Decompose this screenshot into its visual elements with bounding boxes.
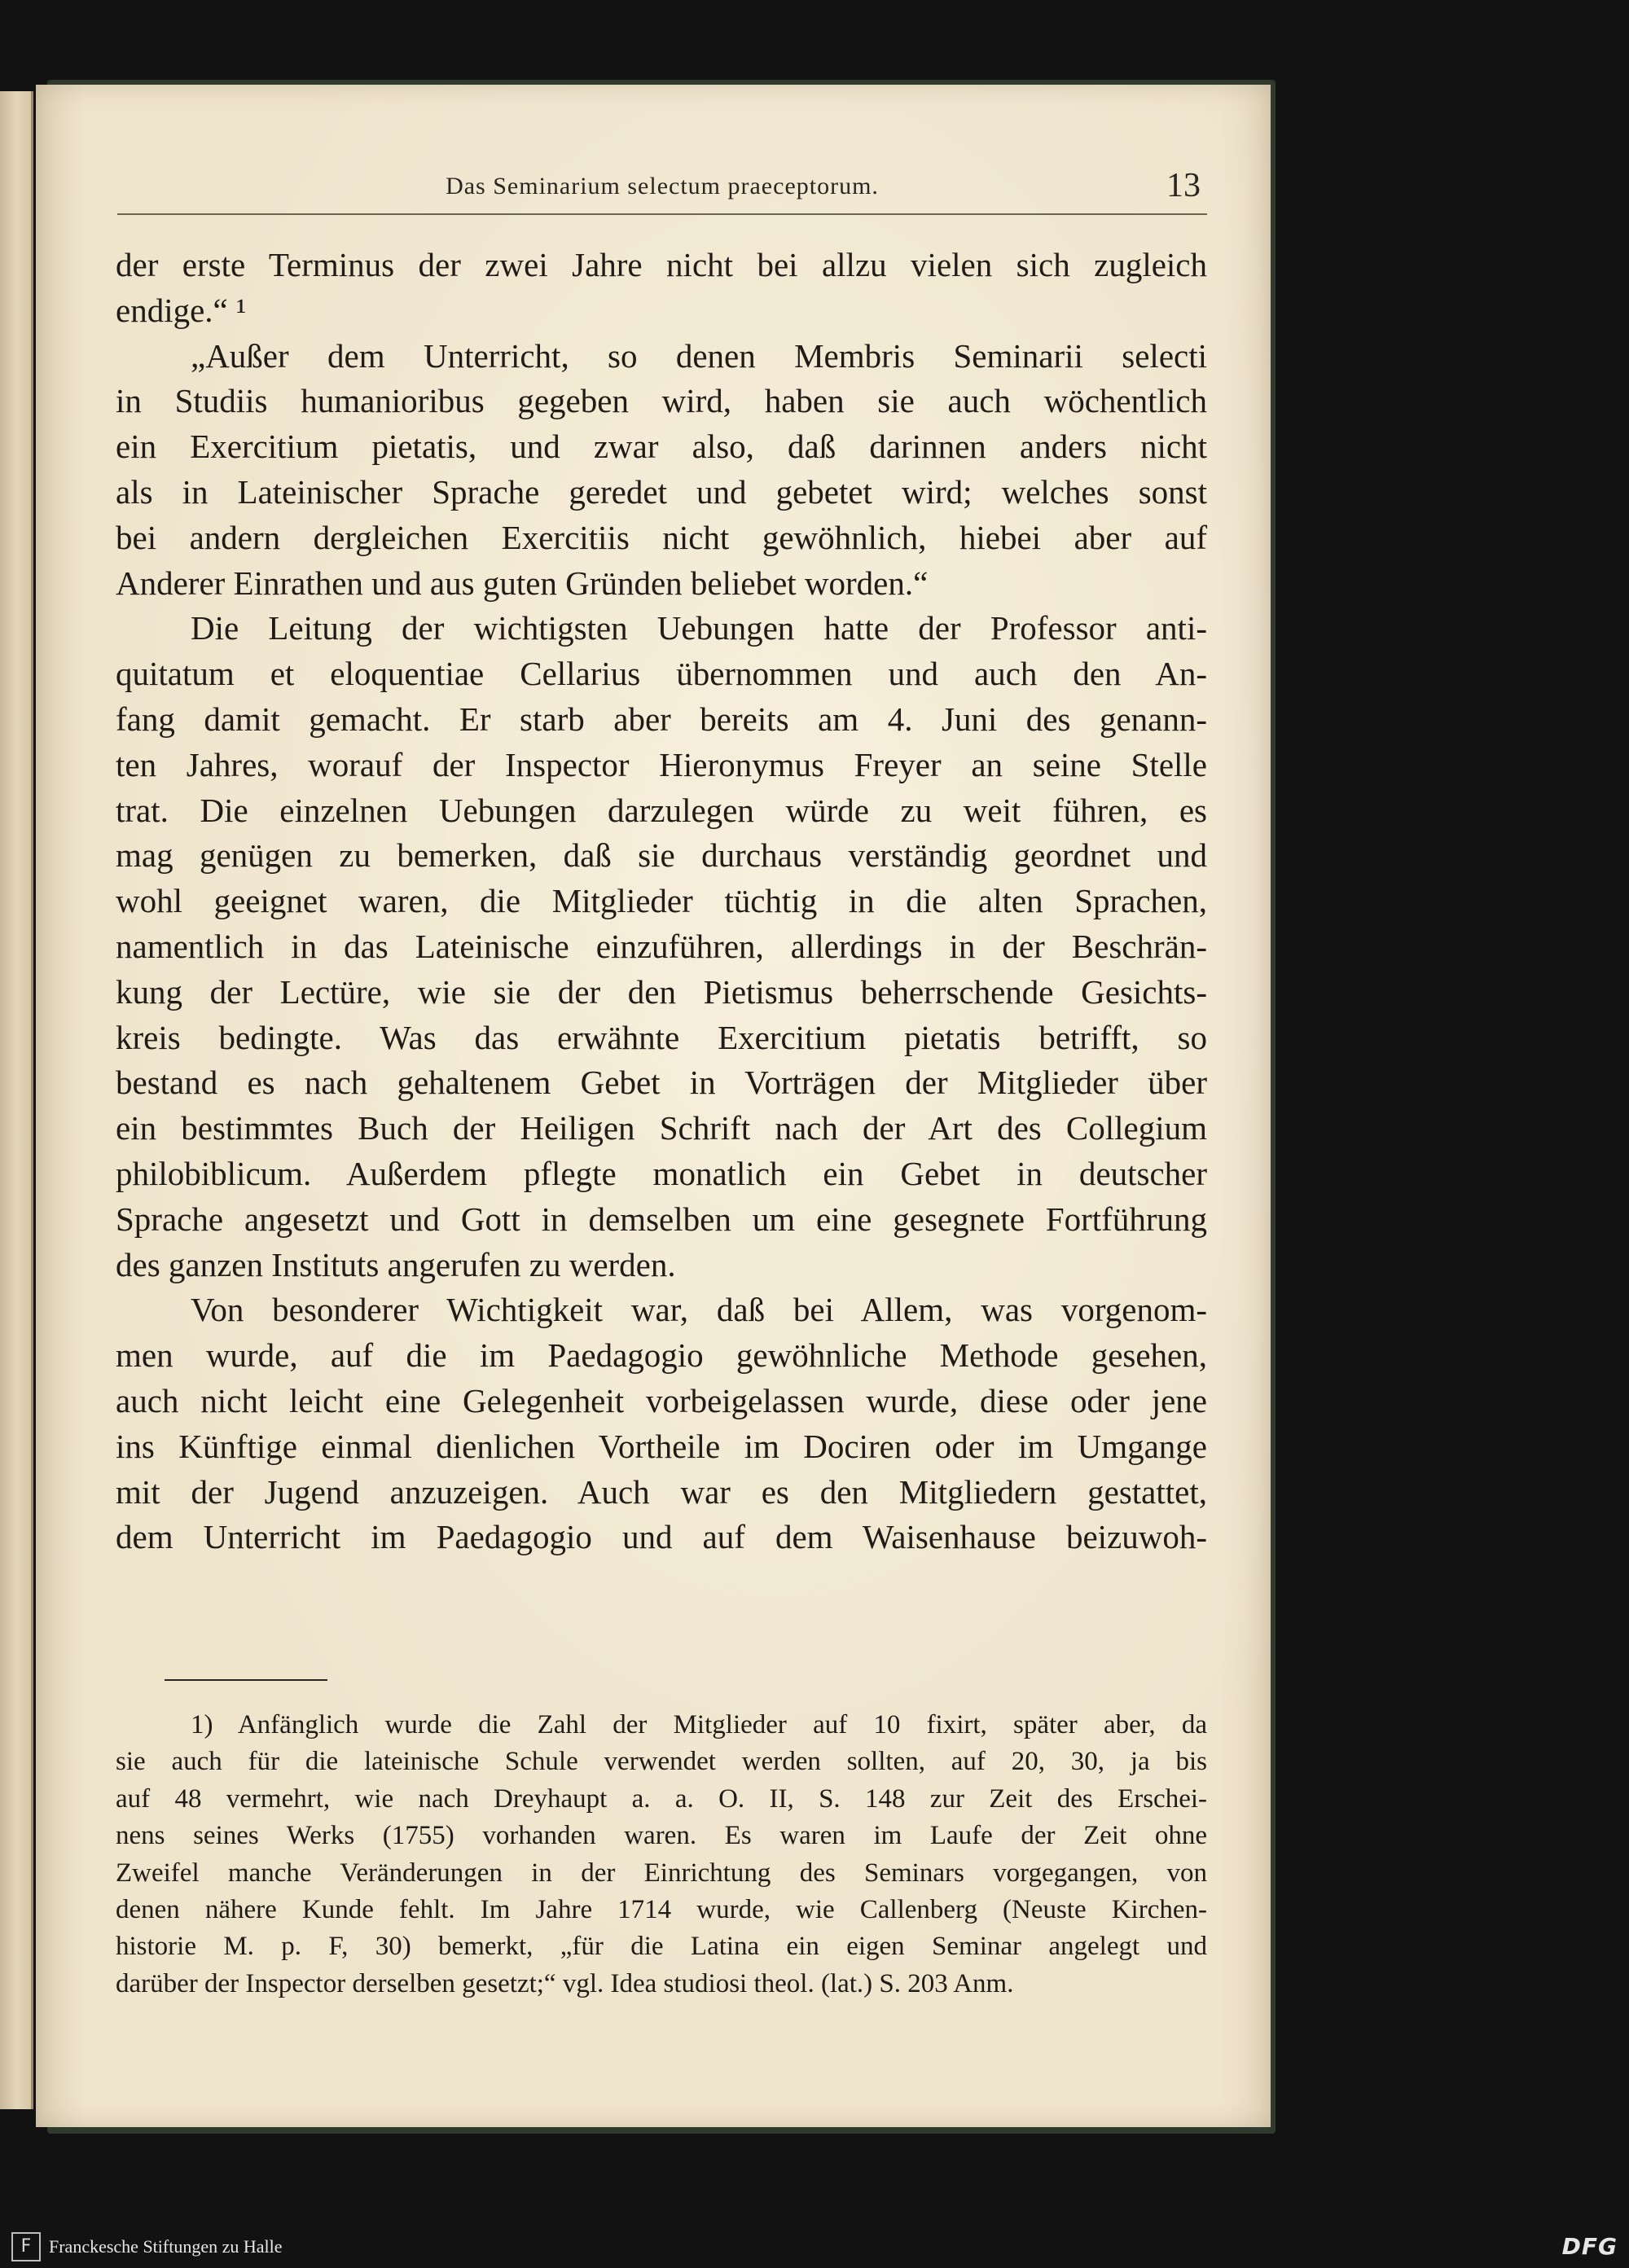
footnote-line: darüber der Inspector derselben gesetzt;“ vgl. Idea studiosi theol. (lat.) S. 203 Anm. [116,1968,1014,1998]
text-line: trat. Die einzelnen Uebungen darzulegen würde zu weit führen, es [116,791,1207,829]
running-head [117,165,1207,215]
text-line: kreis bedingte. Was das erwähnte Exercitium pietatis betrifft, so [116,1018,1207,1056]
text-line: Anderer Einrathen und aus guten Gründen beliebet worden.“ [116,564,929,602]
footnote-line: historie M. p. F, 30) bemerkt, „für die Latina ein eigen Seminar angelegt und [116,1932,1207,1962]
text-line: ein bestimmtes Buch der Heiligen Schrift nach der Art des Collegium [116,1109,1207,1147]
text-line: Von besonderer Wichtigkeit war, daß bei Allem, was vorgenom- [191,1291,1207,1329]
text-line: „Außer dem Unterricht, so denen Membris Seminarii selecti [191,336,1207,375]
text-line: bestand es nach gehaltenem Gebet in Vorträgen der Mitglieder über [116,1064,1207,1102]
footnote-line: auf 48 vermehrt, wie nach Dreyhaupt a. a. O. II, S. 148 zur Zeit des Erschei- [116,1783,1207,1814]
institution-name: Franckesche Stiftungen zu Halle [49,2236,283,2257]
text-line: men wurde, auf die im Paedagogio gewöhnliche Methode gesehen, [116,1336,1207,1375]
text-line: der erste Terminus der zwei Jahre nicht bei allzu vielen sich zugleich [116,246,1207,283]
text-line: in Studiis humanioribus gegeben wird, haben sie auch wöchentlich [116,382,1207,420]
footnote-line: sie auch für die lateinische Schule verwendet werden sollten, auf 20, 30, ja bis [116,1747,1207,1777]
footnote-line: nens seines Werks (1755) vorhanden waren. Es waren im Laufe der Zeit ohne [116,1821,1207,1851]
text-line: Die Leitung der wichtigsten Uebungen hatte der Professor anti- [191,609,1207,647]
footnote-line: Zweifel manche Veränderungen in der Einrichtung des Seminars vorgegangen, von [116,1858,1207,1888]
text-line: des ganzen Instituts angerufen zu werden. [116,1245,676,1283]
text-line: namentlich in das Lateinische einzuführen, allerdings in der Beschrän- [116,927,1207,965]
text-line: ins Künftige einmal dienlichen Vortheile im Dociren oder im Umgange [116,1427,1207,1465]
text-line: als in Lateinischer Sprache geredet und gebetet wird; welches sonst [116,472,1207,511]
text-line: ten Jahres, worauf der Inspector Hieronymus Freyer an seine Stelle [116,745,1207,783]
text-line: ein Exercitium pietatis, und zwar also, daß darinnen anders nicht [116,428,1207,466]
page-number: 13 [1166,167,1201,204]
footnote-rule [165,1679,327,1681]
body-text [116,243,1207,1560]
text-line: dem Unterricht im Paedagogio und auf dem Waisenhause beizuwoh- [116,1518,1207,1556]
running-head-title: Das Seminarium selectum praeceptorum. [446,173,879,200]
text-line: Sprache angesetzt und Gott in demselben um eine gesegnete Fortführung [116,1200,1207,1238]
text-line: wohl geeignet waren, die Mitglieder tüchtig in die alten Sprachen, [116,882,1207,920]
text-line: philobiblicum. Außerdem pflegte monatlich ein Gebet in deutscher [116,1154,1207,1192]
footnote-line: 1) Anfänglich wurde die Zahl der Mitglieder auf 10 fixirt, später aber, da [191,1710,1207,1739]
footnote [116,1707,1207,2003]
footnote-line: denen nähere Kunde fehlt. Im Jahre 1714 wurde, wie Callenberg (Neuste Kirchen- [116,1894,1207,1924]
text-line: endige.“ ¹ [116,291,247,329]
text-line: bei andern dergleichen Exercitiis nicht gewöhnlich, hiebei aber auf [116,518,1207,556]
text-line: mit der Jugend anzuzeigen. Auch war es den Mitgliedern gestattet, [116,1472,1207,1511]
text-line: kung der Lectüre, wie sie der den Pietismus beherrschende Gesichts- [116,972,1207,1011]
text-line: quitatum et eloquentiae Cellarius übernommen und auch den An- [116,655,1207,693]
previous-page-edge [0,91,33,2109]
book-page [36,85,1271,2127]
text-line: fang damit gemacht. Er starb aber bereits am 4. Juni des genann- [116,700,1207,738]
text-line: mag genügen zu bemerken, daß sie durchaus verständig geordnet und [116,836,1207,875]
institution-logo-icon: F [11,2232,41,2261]
dfg-logo-icon: DFG [1561,2233,1618,2260]
text-line: auch nicht leicht eine Gelegenheit vorbeigelassen wurde, diese oder jene [116,1381,1207,1419]
